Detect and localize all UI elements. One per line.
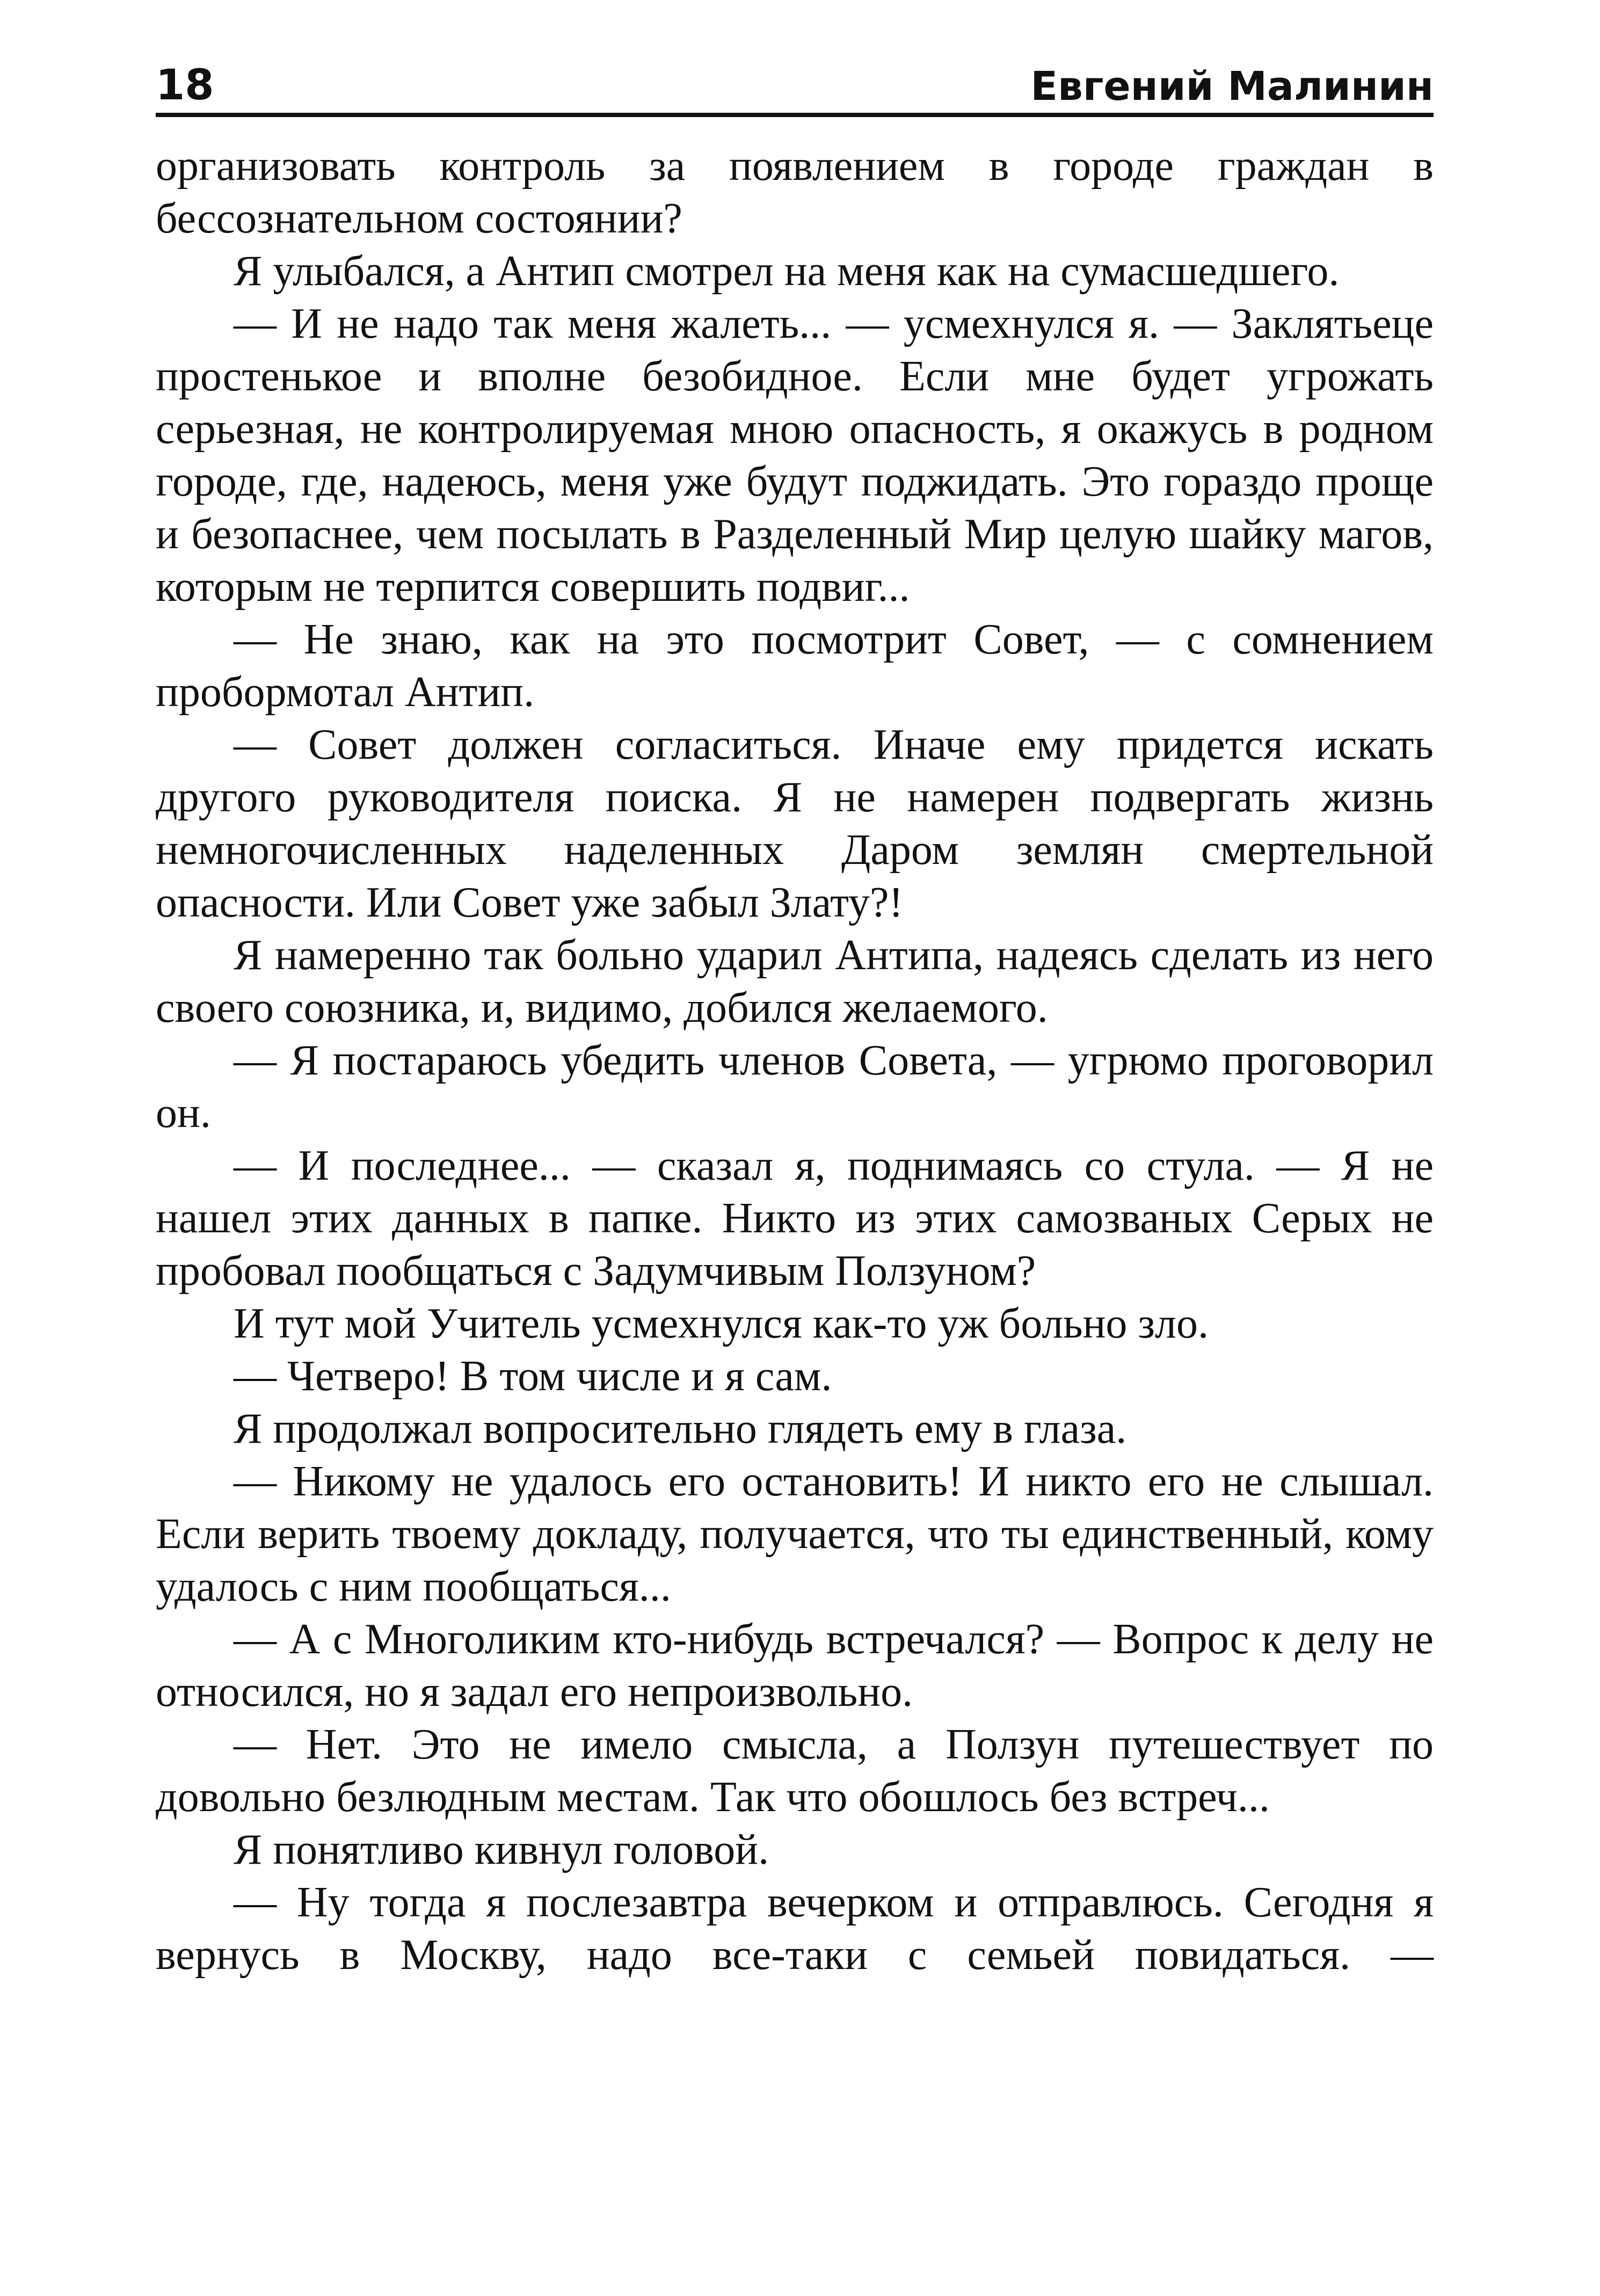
book-page — [156, 59, 1434, 1981]
page-number: 18 — [156, 61, 214, 110]
paragraph: — А с Многоликим кто-нибудь встречался? — Вопрос к делу не относился, но я задал его непроизвольно. — [156, 1616, 1434, 1716]
running-head — [156, 59, 1434, 117]
paragraph: Я продолжал вопросительно глядеть ему в глаза. — [234, 1405, 1127, 1452]
body-text — [156, 140, 1434, 1981]
paragraph: — Я постараюсь убедить членов Совета, — угрюмо проговорил он. — [156, 1037, 1434, 1137]
paragraph: — Ну тогда я послезавтра вечерком и отправлюсь. Сегодня я вернусь в Москву, надо все-таки с семьей повидаться. — — [156, 1879, 1434, 1979]
paragraph: — И не надо так меня жалеть... — усмехнулся я. — Заклятьеце простенькое и вполне безобидное. Если мне будет угрожать серьезная, не контролируемая мною опасность, я окажусь в родном городе, где, надеюсь, меня уже будут поджидать. Это гораздо проще и безопаснее, чем посылать в Разделенный Мир целую шайку магов, которым не терпится совершить подвиг... — [156, 300, 1434, 611]
paragraph: И тут мой Учитель усмехнулся как-то уж больно зло. — [234, 1300, 1209, 1347]
paragraph: Я намеренно так больно ударил Антипа, надеясь сделать из него своего союзника, и, видимо, добился желаемого. — [156, 932, 1434, 1031]
paragraph: — Нет. Это не имело смысла, а Ползун путешествует по довольно безлюдным местам. Так что обошлось без встреч... — [156, 1721, 1434, 1821]
paragraph: — Никому не удалось его остановить! И никто его не слышал. Если верить твоему докладу, получается, что ты единственный, кому удалось с ним пообщаться... — [156, 1458, 1434, 1610]
running-head-author: Евгений Малинин — [1030, 63, 1434, 110]
paragraph: — И последнее... — сказал я, поднимаясь со стула. — Я не нашел этих данных в папке. Никто из этих самозваных Серых не пробовал пообщаться с Задумчивым Ползуном? — [156, 1142, 1434, 1295]
paragraph: — Не знаю, как на это посмотрит Совет, — с сомнением пробормотал Антип. — [156, 616, 1434, 716]
paragraph: Я улыбался, а Антип смотрел на меня как на сумасшедшего. — [234, 248, 1340, 295]
paragraph: — Совет должен согласиться. Иначе ему придется искать другого руководителя поиска. Я не намерен подвергать жизнь немногочисленных наделенных Даром землян смертельной опасности. Или Совет уже забыл Злату?! — [156, 721, 1434, 926]
paragraph: организовать контроль за появлением в городе граждан в бессознательном состоянии? — [156, 142, 1434, 242]
paragraph: Я понятливо кивнул головой. — [234, 1826, 769, 1873]
paragraph: — Четверо! В том числе и я сам. — [234, 1353, 832, 1400]
